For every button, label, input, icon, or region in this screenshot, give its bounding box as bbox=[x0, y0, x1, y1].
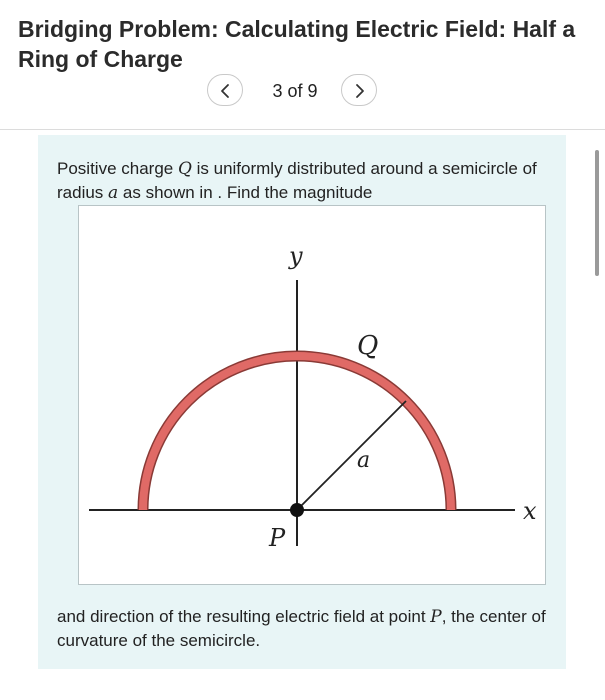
intro-text-part: is uniformly distributed around a semicircle of radius bbox=[57, 159, 537, 202]
problem-intro-text bbox=[57, 157, 557, 205]
previous-button[interactable] bbox=[207, 74, 243, 106]
intro-text-part: as shown in . Find the magnitude bbox=[118, 183, 373, 202]
page-title: Bridging Problem: Calculating Electric Field: Half a Ring of Charge bbox=[18, 16, 576, 72]
outro-text-part: , the center of curvature of the semicircle. bbox=[57, 607, 546, 650]
chevron-left-icon bbox=[208, 75, 244, 107]
radius-line bbox=[297, 401, 406, 510]
header-divider bbox=[0, 129, 605, 130]
page-indicator: 3 of 9 bbox=[272, 81, 318, 101]
scrollbar-thumb[interactable] bbox=[595, 150, 599, 276]
point-p-label: P bbox=[269, 524, 286, 552]
intro-text-part: Positive charge bbox=[57, 159, 178, 178]
outro-text-part: and direction of the resulting electric field at point bbox=[57, 607, 431, 626]
next-button[interactable] bbox=[341, 74, 377, 106]
figure-drawing bbox=[79, 206, 547, 586]
problem-outro-text bbox=[57, 605, 557, 652]
semicircle-figure bbox=[78, 205, 546, 585]
charge-label: Q bbox=[357, 331, 379, 361]
chevron-right-icon bbox=[342, 75, 378, 107]
point-variable: P bbox=[430, 607, 442, 627]
radius-variable: a bbox=[108, 183, 119, 203]
radius-label: a bbox=[357, 448, 371, 473]
charge-variable: Q bbox=[177, 159, 192, 179]
point-p-dot bbox=[290, 503, 304, 517]
y-axis-label: y bbox=[289, 242, 303, 270]
pager bbox=[0, 72, 605, 108]
x-axis-label: x bbox=[523, 497, 537, 525]
